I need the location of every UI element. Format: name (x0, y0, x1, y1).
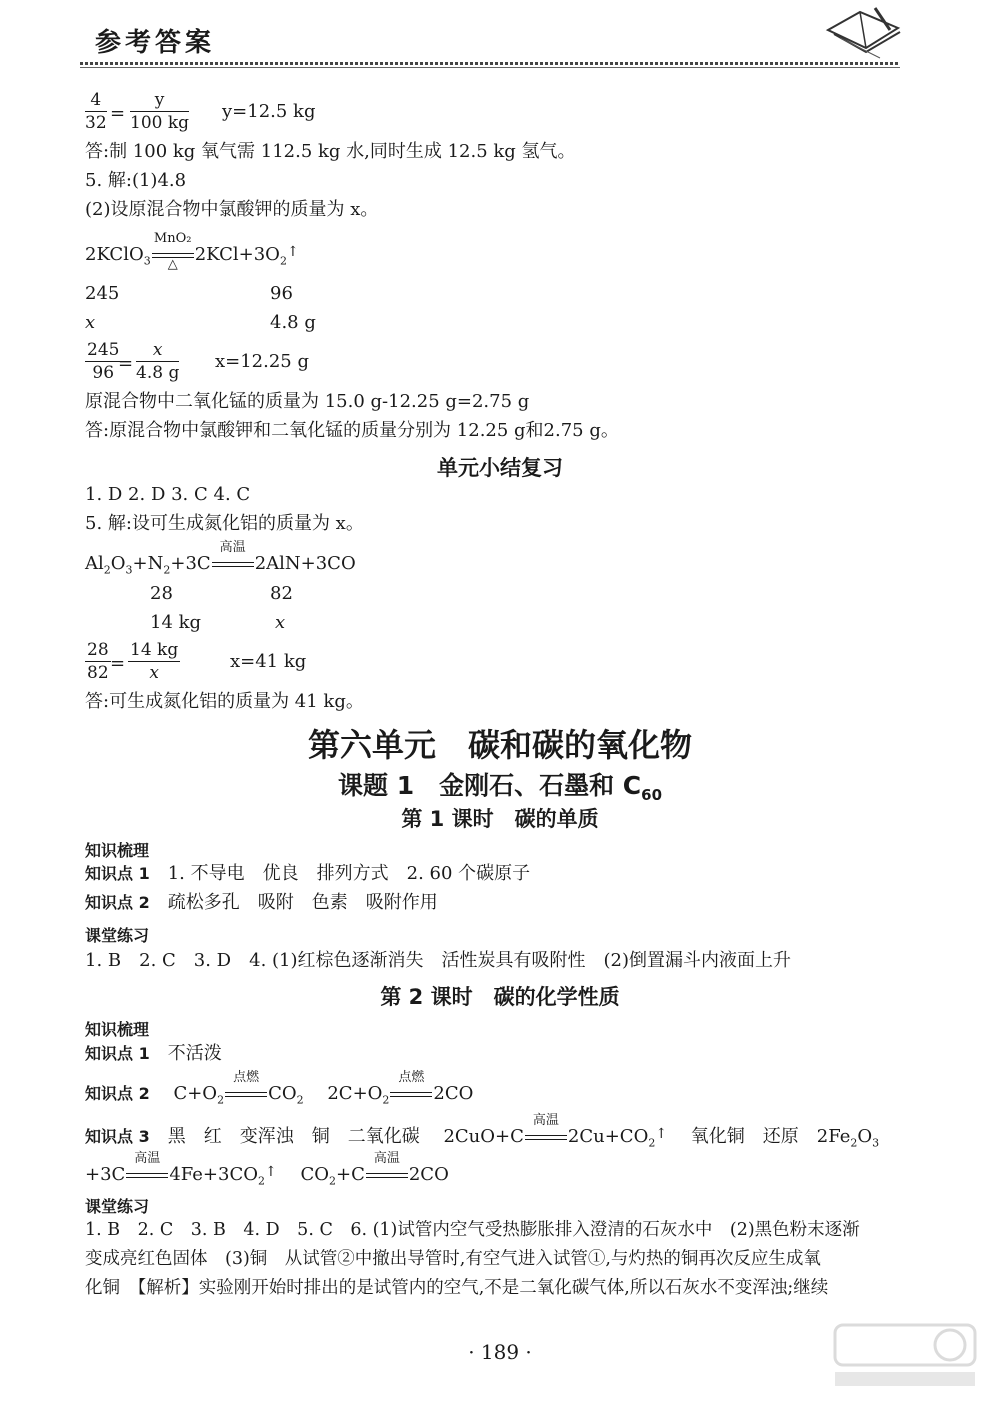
knowledge-point: 知识点 1 不活泼 (85, 1043, 222, 1064)
question-5-part2: (2)设原混合物中氯酸钾的质量为 x。 (85, 199, 379, 220)
section-label: 课堂练习 (85, 1197, 150, 1216)
fraction: $\frac{14 kg}{x}$ (130, 640, 179, 683)
equals-sign: = (110, 103, 126, 124)
header-title: 参考答案 (95, 28, 216, 58)
practice-answers: 1. B 2. C 3. B 4. D 5. C 6. (1)试管内空气受热膨胀排入澄清的石灰水中 (2)黑色粉末逐渐 (85, 1220, 860, 1240)
fraction: $\frac{4}{32}$ (85, 90, 107, 133)
mass-ratio: 28 (150, 583, 173, 604)
answer-line: 答:原混合物中氯酸钾和二氧化锰的质量分别为 12.25 g和2.75 g。 (85, 420, 619, 441)
question-5: 5. 解:(1)4.8 (85, 170, 187, 191)
mass-ratio: 82 (270, 583, 293, 604)
equals-sign: = (118, 353, 134, 374)
practice-answers: 1. B 2. C 3. D 4. (1)红棕色逐渐消失 活性炭具有吸附性 (2)倒置漏斗内液面上升 (85, 950, 792, 971)
header-rule (80, 62, 900, 65)
fraction: $\frac{245}{96}$ (87, 340, 120, 383)
notebook-pencil-icon (820, 0, 905, 60)
practice-answers: 化铜 【解析】实验刚开始时排出的是试管内的空气,不是二氧化碳气体,所以石灰水不变浑浊;继续 (85, 1278, 829, 1298)
variable: x (85, 312, 96, 333)
knowledge-point: 知识点 1 1. 不导电 优良 排列方式 2. 60 个碳原子 (85, 863, 531, 884)
header-rule-thin (80, 67, 900, 68)
knowledge-point: 知识点 3 黑 红 变浑浊 铜 二氧化碳 2CuO+C 高温 $2Cu+CO_2↑$ 氧化铜 还原 $2Fe_2O_3$ (85, 1113, 880, 1150)
chemical-equation: $Al_2O_3+N_2+3C$ 高温 2AlN+3CO (85, 540, 356, 577)
section-label: 课堂练习 (85, 926, 150, 945)
equation-line: +3C 高温 $4Fe+3CO_2↑$ $CO_2+C$ 高温 2CO (85, 1151, 449, 1188)
fraction: $\frac{28}{82}$ (87, 640, 109, 683)
practice-answers: 变成亮红色固体 (3)铜 从试管②中撤出导管时,有空气进入试管①,与灼热的铜再次反应生成氧 (85, 1249, 821, 1269)
result: x=41 kg (230, 651, 307, 672)
topic-title: 课题 1 金刚石、石墨和 $C_{60}$ (337, 771, 663, 804)
variable: 4.8 g (270, 312, 316, 333)
answer-line: 答:可生成氮化铝的质量为 41 kg。 (85, 691, 364, 712)
unit-title: 第六单元 碳和碳的氧化物 (307, 726, 692, 764)
gas-arrow-icon: ↑ (286, 244, 299, 260)
watermark-logo-icon (830, 1320, 980, 1390)
knowledge-point: 知识点 2 $C+O_2$ 点燃 $CO_2$ $2C+O_2$ 点燃 2CO (85, 1070, 474, 1107)
fraction: $\frac{y}{100 kg}$ (130, 90, 190, 133)
mass-ratio: 96 (270, 283, 293, 304)
lesson-title: 第 2 课时 碳的化学性质 (380, 985, 620, 1009)
mass-ratio: 245 (85, 283, 120, 304)
section-heading: 单元小结复习 (437, 456, 563, 480)
variable: 14 kg (150, 612, 202, 633)
answer-line: 答:制 100 kg 氧气需 112.5 kg 水,同时生成 12.5 kg 氢气。 (85, 141, 576, 162)
result: y=12.5 kg (222, 101, 316, 122)
page-number: · 189 · (468, 1340, 532, 1364)
fraction: $\frac{x}{4.8 g}$ (136, 340, 180, 383)
equals-sign: = (110, 653, 126, 674)
variable: x (275, 612, 286, 633)
gas-arrow-icon: ↑ (655, 1126, 668, 1142)
mc-answers: 1. D 2. D 3. C 4. C (85, 484, 251, 505)
section-label: 知识梳理 (85, 841, 150, 860)
result: x=12.25 g (215, 351, 310, 372)
lesson-title: 第 1 课时 碳的单质 (401, 807, 599, 831)
section-label: 知识梳理 (85, 1020, 150, 1039)
chemical-equation: 2KClO$_3$ MnO₂ △ $2KCl+3O_2↑$ (85, 231, 299, 272)
gas-arrow-icon: ↑ (265, 1164, 277, 1180)
calc-line: 原混合物中二氧化锰的质量为 15.0 g-12.25 g=2.75 g (85, 391, 530, 412)
question-5: 5. 解:设可生成氮化铝的质量为 x。 (85, 513, 364, 534)
knowledge-point: 知识点 2 疏松多孔 吸附 色素 吸附作用 (85, 892, 438, 913)
